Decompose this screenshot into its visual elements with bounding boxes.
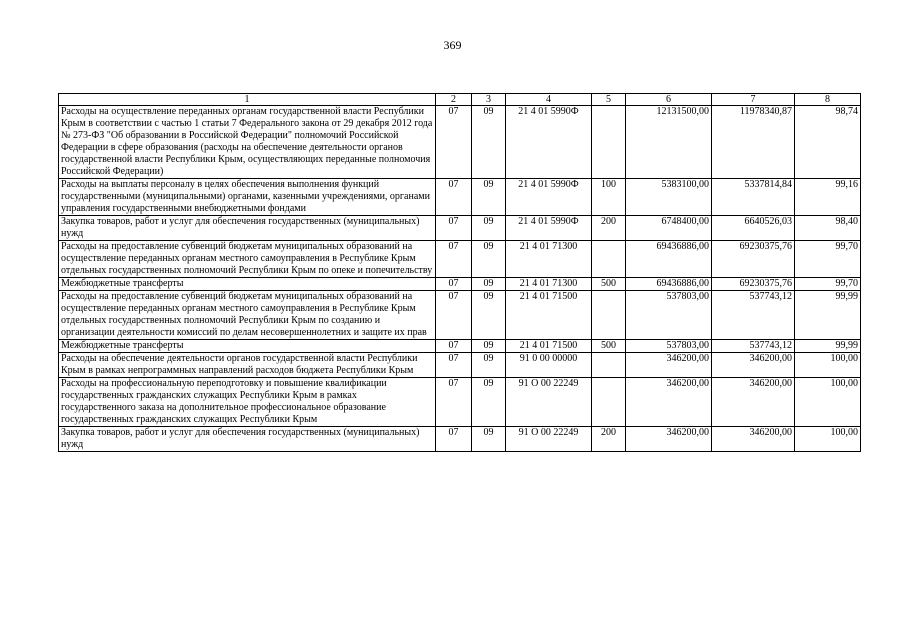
expense-type-code [592,378,626,427]
expense-name: Закупка товаров, работ и услуг для обеспечения государственных (муниципальных) нужд [59,427,436,452]
expense-type-code: 500 [592,340,626,353]
execution-percent: 99,70 [795,278,861,291]
target-article-code: 91 О 00 22249 [506,378,592,427]
table-row [59,106,861,179]
header-col-1: 1 [59,94,436,106]
fact-amount: 537743,12 [712,291,795,340]
table-row [59,378,861,427]
subsection-code: 09 [472,278,506,291]
section-code: 07 [436,106,472,179]
plan-amount: 346200,00 [626,378,712,427]
header-col-3: 3 [472,94,506,106]
target-article-code: 21 4 01 71300 [506,278,592,291]
expense-name: Расходы на выплаты персоналу в целях обеспечения выполнения функций государственными (муниципальными) органами, казенными учреждениями, органами управления государственными внебюджетными фондами [59,179,436,216]
plan-amount: 537803,00 [626,291,712,340]
page-number: 369 [443,38,462,52]
subsection-code: 09 [472,353,506,378]
section-code: 07 [436,278,472,291]
table-row [59,340,861,353]
expense-name: Расходы на предоставление субвенций бюджетам муниципальных образований на осуществление переданных органам местного самоуправления в Республике Крым отдельных государственных полномочий Республики Крым по опеке и попечительству [59,241,436,278]
table-row [59,216,861,241]
subsection-code: 09 [472,106,506,179]
fact-amount: 346200,00 [712,353,795,378]
plan-amount: 12131500,00 [626,106,712,179]
plan-amount: 69436886,00 [626,278,712,291]
section-code: 07 [436,378,472,427]
section-code: 07 [436,353,472,378]
subsection-code: 09 [472,241,506,278]
subsection-code: 09 [472,216,506,241]
table-row [59,278,861,291]
fact-amount: 6640526,03 [712,216,795,241]
subsection-code: 09 [472,378,506,427]
fact-amount: 5337814,84 [712,179,795,216]
subsection-code: 09 [472,291,506,340]
target-article-code: 21 4 01 5990Ф [506,106,592,179]
subsection-code: 09 [472,179,506,216]
target-article-code: 21 4 01 71300 [506,241,592,278]
plan-amount: 537803,00 [626,340,712,353]
expense-type-code: 100 [592,179,626,216]
subsection-code: 09 [472,427,506,452]
expense-name: Расходы на профессиональную переподготовку и повышение квалификации государственных гражданских служащих Республики Крым в рамках государственного заказа на дополнительное профессиональное образование государственных гражданских служащих Республики Крым [59,378,436,427]
section-code: 07 [436,340,472,353]
header-col-2: 2 [436,94,472,106]
expense-type-code: 200 [592,427,626,452]
expense-type-code [592,291,626,340]
section-code: 07 [436,291,472,340]
header-row [59,94,861,106]
subsection-code: 09 [472,340,506,353]
plan-amount: 346200,00 [626,353,712,378]
expense-type-code [592,353,626,378]
target-article-code: 91 О 00 22249 [506,427,592,452]
section-code: 07 [436,241,472,278]
plan-amount: 69436886,00 [626,241,712,278]
expense-type-code [592,241,626,278]
header-col-5: 5 [592,94,626,106]
execution-percent: 98,74 [795,106,861,179]
target-article-code: 91 0 00 00000 [506,353,592,378]
target-article-code: 21 4 01 71500 [506,291,592,340]
fact-amount: 69230375,76 [712,241,795,278]
expense-name: Расходы на осуществление переданных органам государственной власти Республики Крым в соответствии с частью 1 статьи 7 Федерального закона от 29 декабря 2012 года № 273-ФЗ "Об образовании в Российской Федерации" полномочий Российской Федерации в сфере образования (расходы на обеспечение деятельности органов государственной власти Республики Крым, осуществляющих переданные полномочия Российской Федерации) [59,106,436,179]
fact-amount: 346200,00 [712,427,795,452]
table-row [59,291,861,340]
target-article-code: 21 4 01 5990Ф [506,179,592,216]
table-row [59,427,861,452]
fact-amount: 537743,12 [712,340,795,353]
fact-amount: 346200,00 [712,378,795,427]
execution-percent: 98,40 [795,216,861,241]
fact-amount: 69230375,76 [712,278,795,291]
expense-name: Межбюджетные трансферты [59,278,436,291]
expense-name: Расходы на предоставление субвенций бюджетам муниципальных образований на осуществление переданных органам местного самоуправления в Республике Крым отдельных государственных полномочий Республики Крым по созданию и организации деятельности комиссий по делам несовершеннолетних и защите их прав [59,291,436,340]
budget-table [58,93,861,452]
execution-percent: 99,99 [795,340,861,353]
execution-percent: 100,00 [795,353,861,378]
section-code: 07 [436,216,472,241]
execution-percent: 100,00 [795,378,861,427]
target-article-code: 21 4 01 71500 [506,340,592,353]
execution-percent: 100,00 [795,427,861,452]
expense-name: Расходы на обеспечение деятельности органов государственной власти Республики Крым в рамках непрограммных направлений расходов бюджета Республики Крым [59,353,436,378]
execution-percent: 99,99 [795,291,861,340]
expense-name: Межбюджетные трансферты [59,340,436,353]
execution-percent: 99,70 [795,241,861,278]
header-col-6: 6 [626,94,712,106]
expense-type-code [592,106,626,179]
table-row [59,241,861,278]
section-code: 07 [436,179,472,216]
header-col-4: 4 [506,94,592,106]
plan-amount: 346200,00 [626,427,712,452]
table-row [59,353,861,378]
table-row [59,179,861,216]
expense-type-code: 200 [592,216,626,241]
header-col-8: 8 [795,94,861,106]
expense-type-code: 500 [592,278,626,291]
execution-percent: 99,16 [795,179,861,216]
fact-amount: 11978340,87 [712,106,795,179]
expense-name: Закупка товаров, работ и услуг для обеспечения государственных (муниципальных) нужд [59,216,436,241]
section-code: 07 [436,427,472,452]
plan-amount: 5383100,00 [626,179,712,216]
plan-amount: 6748400,00 [626,216,712,241]
target-article-code: 21 4 01 5990Ф [506,216,592,241]
header-col-7: 7 [712,94,795,106]
